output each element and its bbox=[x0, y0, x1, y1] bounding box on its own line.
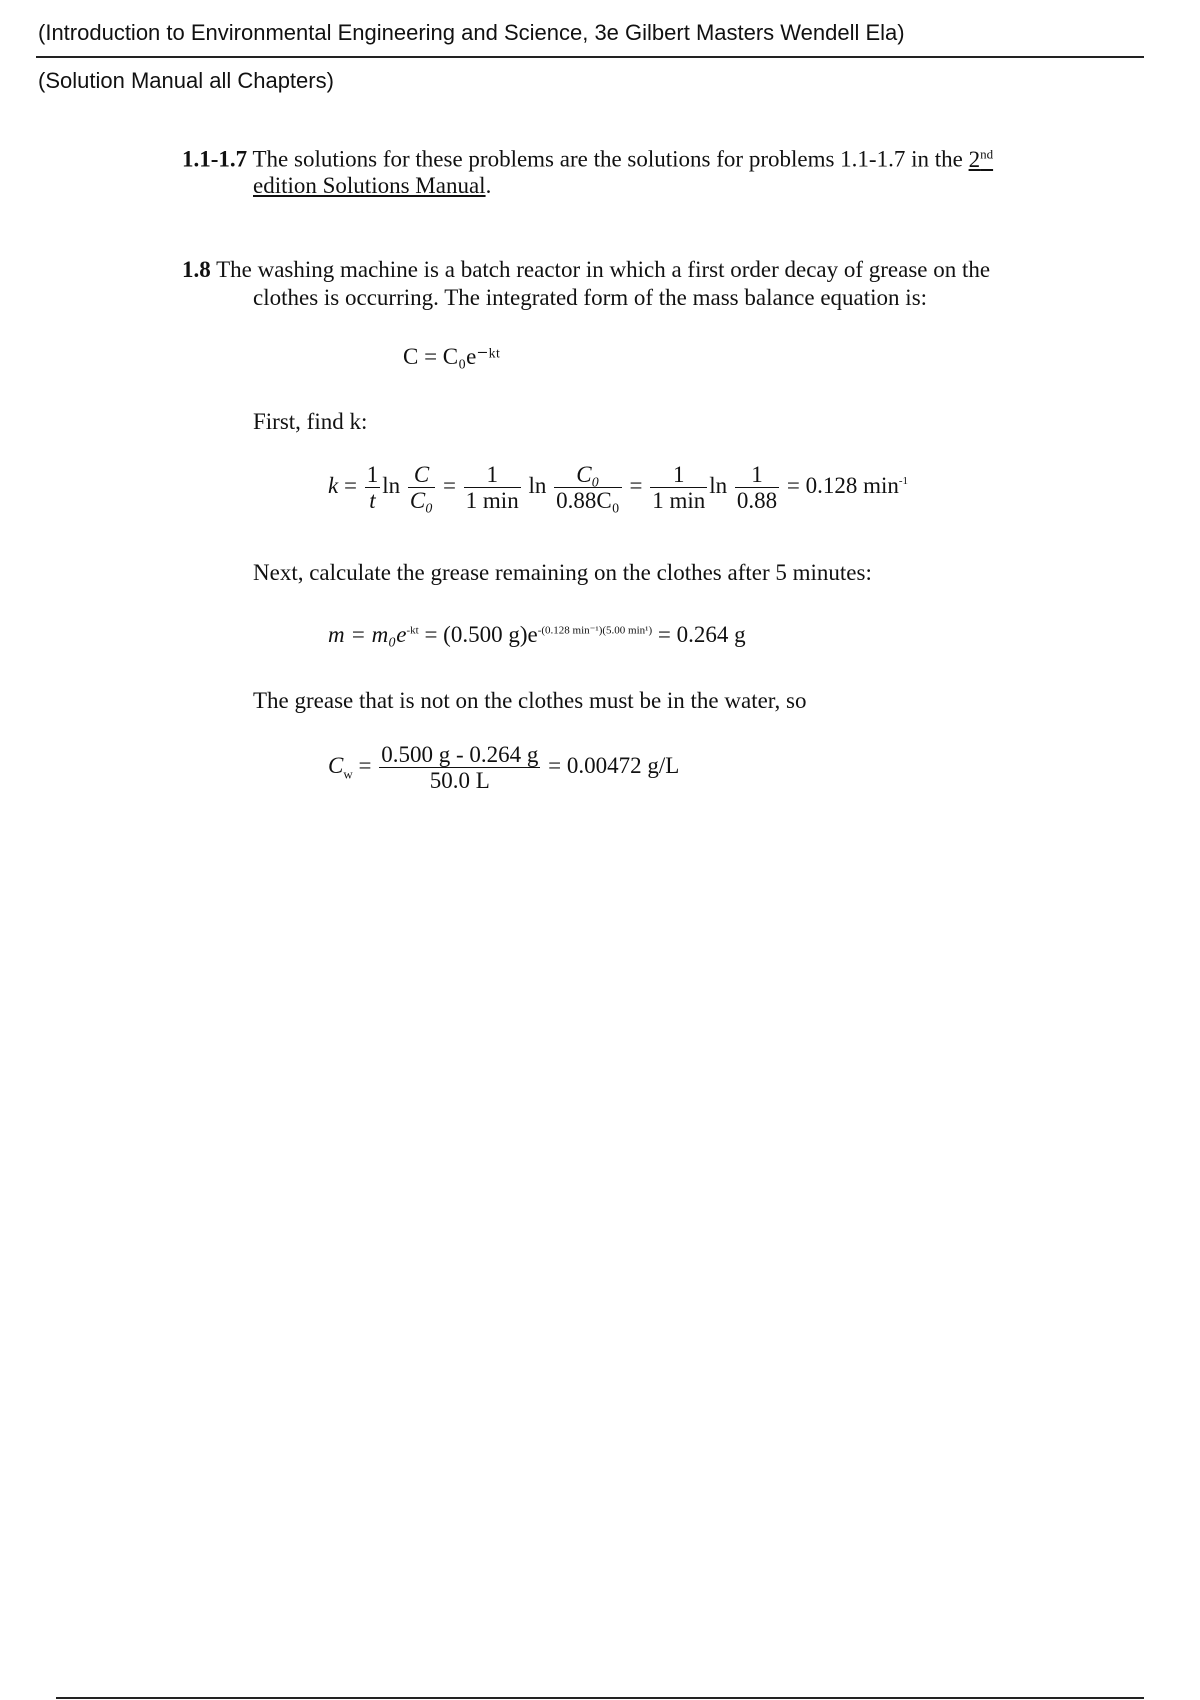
problem-1-1-to-1-7 bbox=[182, 146, 993, 199]
equation-grease-remaining: $m = m_0e^{-kt} = (0.500$ $g)e^{-(0.128 min^{-1})(5.00 min^1)} = 0.264$ g bbox=[328, 622, 746, 647]
problem-number: 1.1-1.7 bbox=[182, 146, 248, 172]
equation-water-concentration: $C_w$ = $\frac{0.500 g - 0.264 g}{50.0 L}$ = 0.00472 g/L bbox=[328, 742, 680, 793]
problem-1-8-line-1: 1.8 The washing machine is a batch reactor in which a first order decay of grease on the bbox=[182, 257, 991, 282]
problem-1-1-line-1: 1.1-1.7 The solutions for these problems are the solutions for problems 1.1-1.7 in the 2nd bbox=[182, 146, 994, 172]
step-grease-remaining: Next, calculate the grease remaining on the clothes after 5 minutes: bbox=[253, 560, 872, 585]
fraction: $\frac{0.500 g - 0.264 g}{50.0 L}$ bbox=[381, 742, 539, 793]
problem-number: 1.8 bbox=[182, 257, 211, 282]
fraction: $\frac{1}{t}$ bbox=[366, 462, 379, 513]
document-title: (Introduction to Environmental Engineering and Science, 3e Gilbert Masters Wendell Ela) bbox=[38, 20, 905, 45]
problem-1-8-line-2: clothes is occurring. The integrated form of the mass balance equation is: bbox=[253, 285, 928, 310]
equation-rate-constant: k = $\frac{1}{t}$ ln $\frac{C}{\text{C₀}}$ = 1 1 min ln $\frac{\text{C₀}}{\text{0.88C₀}}$ = 1 1 min ln $\frac{1}{0.88}$ = 0.128 $\min^{-1}$ bbox=[328, 462, 909, 513]
footer-divider bbox=[56, 1697, 1144, 1699]
document-subtitle: (Solution Manual all Chapters) bbox=[38, 68, 334, 93]
fraction: $\frac{\text{C₀}}{\text{0.88C₀}}$ bbox=[556, 462, 620, 513]
fraction: $\frac{C}{\text{C₀}}$ bbox=[409, 462, 434, 513]
problem-1-8 bbox=[182, 257, 990, 311]
step-find-k: First, find k: bbox=[253, 409, 368, 434]
equation-mass-balance: C = C₀e⁻ᵏᵗ bbox=[403, 344, 501, 369]
step-grease-in-water: The grease that is not on the clothes must be in the water, so bbox=[253, 688, 807, 713]
header-divider bbox=[36, 56, 1144, 58]
edition-ordinal: 2nd bbox=[968, 146, 994, 172]
problem-1-1-line-2: edition Solutions Manual. bbox=[253, 172, 492, 198]
fraction: 1 1 min bbox=[652, 462, 706, 513]
fraction: $\frac{1}{0.88}$ bbox=[736, 462, 778, 513]
fraction: 1 1 min bbox=[465, 462, 519, 513]
